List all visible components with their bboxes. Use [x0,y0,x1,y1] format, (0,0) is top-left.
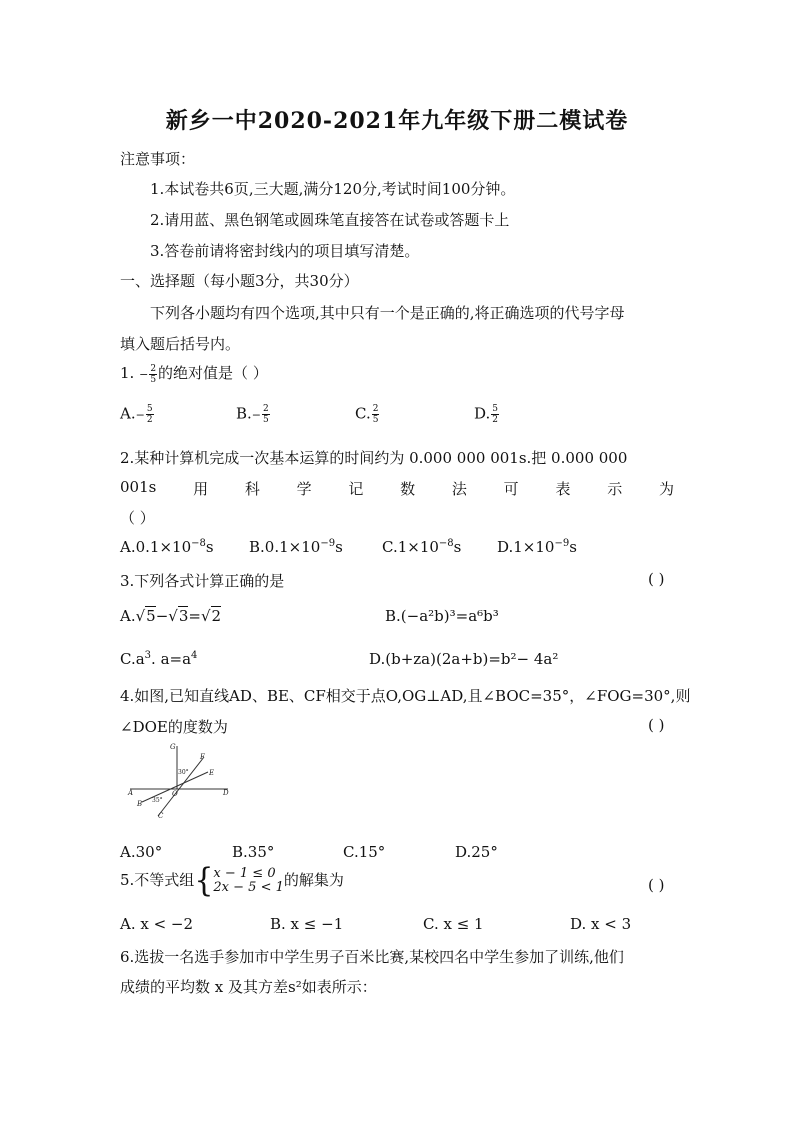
q3-option-d[interactable]: D.(b+za)(2a+b)=b²− 4a² [369,650,559,668]
note-item: 1.本试卷共6页,三大题,满分120分,考试时间100分钟。 [150,180,516,198]
q3-option-b[interactable]: B.(−a²b)³=a⁶b³ [385,607,499,625]
q4-option-c[interactable]: C.15° [343,843,386,861]
question-2: 2.某种计算机完成一次基本运算的时间约为 0.000 000 001s.把 0.000 000 [120,449,628,467]
question-5: 5.不等式组{ x − 1 ≤ 0 2x − 5 < 1 的解集为 [120,861,344,900]
label-a: A [128,789,134,797]
q4-option-a[interactable]: A.30° [120,843,163,861]
section-instruction: 填入题后括号内。 [120,335,241,353]
note-item: 3.答卷前请将密封线内的项目填写清楚。 [150,242,420,260]
geometry-figure [120,740,240,820]
q4-option-b[interactable]: B.35° [232,843,275,861]
question-1: 1. − $\frac{2}{5}$ 的绝对值是（ ） [120,363,268,385]
label-b: B [137,800,143,808]
label-e: E [209,769,215,777]
label-f: F [200,753,205,761]
question-4: 4.如图,已知直线AD、BE、CF相交于点O,OG⊥AD,且∠BOC=35°，∠FOG=30°,则 [120,687,691,705]
q5-option-b[interactable]: B. x ≤ −1 [270,915,344,933]
question-6: 6.选拔一名选手参加市中学生男子百米比赛,某校四名中学生参加了训练,他们 [120,948,624,966]
label-d: D [223,789,229,797]
answer-paren: ( ) [648,876,665,894]
q2-option-b[interactable]: $B.0.1\times 10^{-9}s$ [249,538,343,556]
angle-30: 30° [178,769,189,776]
q5-option-a[interactable]: A. x < −2 [120,915,194,933]
question-4-line2: ∠DOE的度数为 [120,718,228,736]
label-g: G [170,743,176,751]
q1-option-b[interactable]: B.− $\frac{2}{5}$ [236,404,269,425]
q1-option-d[interactable]: D. $\frac{5}{2}$ [474,404,498,425]
question-2-line2: 001s 用 科 学 记 数 法 可 表 示 为 [120,478,674,498]
label-c: C [158,812,164,820]
angle-35: 35° [152,797,163,804]
q1-option-a[interactable]: A.− $\frac{5}{2}$ [120,404,153,425]
q5-option-d[interactable]: D. x < 3 [570,915,632,933]
answer-paren: ( ) [648,570,665,588]
notes-heading: 注意事项： [120,150,196,168]
section-heading: 一、选择题（每小题3分，共30分） [120,272,359,290]
line-cf [158,757,204,816]
note-item: 2.请用蓝、黑色钢笔或圆珠笔直接答在试卷或答题卡上 [150,211,510,229]
section-instruction: 下列各小题均有四个选项,其中只有一个是正确的,将正确选项的代号字母 [150,304,625,322]
question-6-line2: 成绩的平均数 x 及其方差s²如表所示： [120,978,377,996]
page-title: 新乡一中2020-2021年九年级下册二模试卷 [165,108,629,134]
answer-paren: （ ） [120,509,155,527]
label-o: O [172,790,178,798]
q1-option-c[interactable]: C. $\frac{2}{5}$ [355,404,379,425]
answer-paren: ( ) [648,716,665,734]
q2-option-d[interactable]: $D.1\times 10^{-9}s$ [497,538,577,556]
q2-option-c[interactable]: $C.1\times 10^{-8}s$ [382,538,462,556]
q3-option-a[interactable]: A.√5−√3=√2 [120,607,222,625]
q3-option-c[interactable]: $C.a^3$. $a=a^4$ [120,650,198,668]
q5-option-c[interactable]: C. x ≤ 1 [423,915,484,933]
q2-option-a[interactable]: $A.0.1\times 10^{-8}s$ [120,538,214,556]
question-3: 3.下列各式计算正确的是 [120,572,285,590]
q4-option-d[interactable]: D.25° [455,843,498,861]
